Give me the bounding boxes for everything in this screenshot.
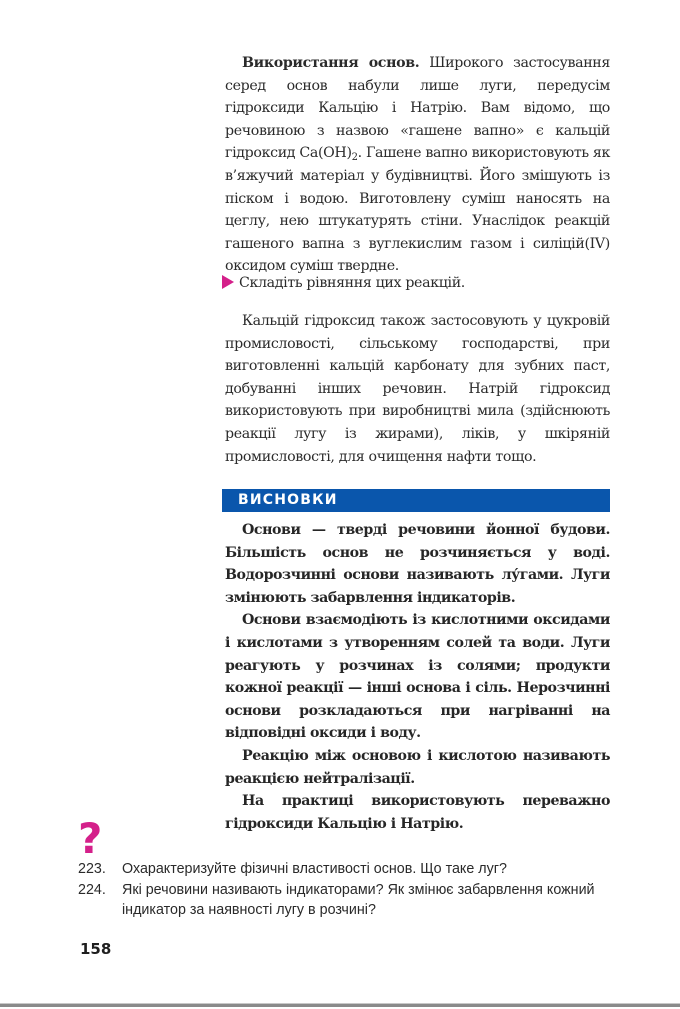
conclusion-paragraph: На практиці використовують переважно гідроксиди Кальцію і Натрію. xyxy=(225,793,610,832)
conclusions-banner xyxy=(222,489,610,512)
triangle-arrow-icon xyxy=(222,275,234,289)
task-line xyxy=(222,272,607,295)
conclusions-body xyxy=(225,519,610,835)
question-item xyxy=(78,859,638,880)
conclusion-paragraph: Основи — тверді речовини йонної будови. Більшість основ не розчиняється у воді. Водорозчинні основи називають лу́гами. Луги змінюють забарвлення індикаторів. xyxy=(225,522,610,606)
page-number: 158 xyxy=(80,940,112,958)
section-uses-continued xyxy=(225,310,610,468)
question-mark-icon: ? xyxy=(78,814,103,863)
question-item xyxy=(78,880,638,921)
conclusion-paragraph: Основи взаємодіють із кислотними оксидами і кислотами з утворенням солей та води. Луги реагують у розчинах із солями; продукти кожної реакції — інші основа і сіль. Нерозчинні основи розкладаються при нагріванні на відповідні оксиди і воду. xyxy=(225,612,610,742)
conclusion-paragraph: Реакцію між основою і кислотою називають реакцією нейтралізації. xyxy=(225,747,610,787)
question-text: Які речовини називають індикаторами? Як змінює забарвлення кожний індикатор за наявності лугу в розчині? xyxy=(122,881,595,918)
page-bottom-divider xyxy=(0,1003,680,1007)
task-text: Складіть рівняння цих реакцій. xyxy=(239,275,465,291)
uses-paragraph-2: Кальцій гідроксид також застосовують у цукровій промисловості, сільському господарстві, при виготовленні кальцій карбонату для зубних паст, добуванні інших речовин. Натрій гідроксид використовують при виробництві мила (здійснюють реакції лугу із жирами), ліків, у шкіряній промисловості, для очищення нафти тощо. xyxy=(225,313,610,465)
question-number: 224. xyxy=(78,881,106,898)
uses-heading: Використання основ. xyxy=(242,55,420,71)
section-uses xyxy=(225,52,610,278)
uses-paragraph: Використання основ. Широкого застосування серед основ набули лише луги, передусім гідроксиди Кальцію і Натрію. Вам відомо, що речовиною з назвою «гашене вапно» є кальцій гідроксид $Ca(OH)_2$. Гашене вапно використовують як в’яжучий матеріал у будівництві. Його змішують із піском і водою. Виготовлену суміш наносять на цеглу, нею штукатурять стіни. Унаслідок реакцій гашеного вапна з вуглекислим газом і силіцій(IV) оксидом суміш твердне. xyxy=(225,55,611,275)
questions-list xyxy=(78,859,638,921)
conclusions-title: ВИСНОВКИ xyxy=(238,492,338,508)
question-text: Охарактеризуйте фізичні властивості основ. Що таке луг? xyxy=(122,861,507,877)
question-number: 223. xyxy=(78,861,106,877)
